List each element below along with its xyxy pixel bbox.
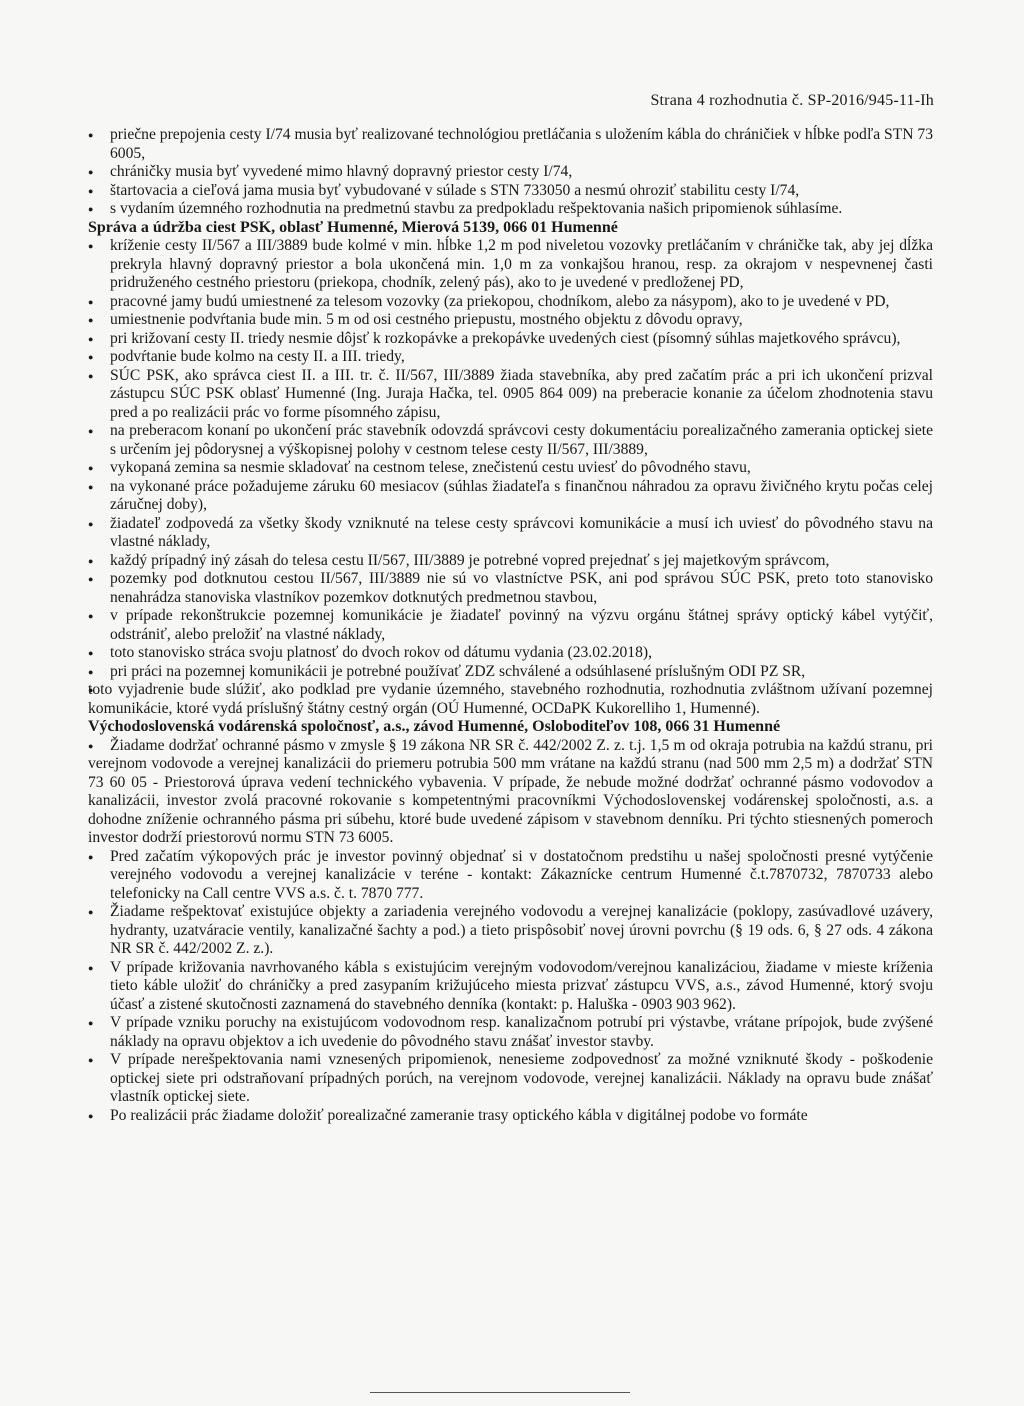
list-item: ● Po realizácii prác žiadame doložiť porealizačné zameranie trasy optického kábla v digitálnej podobe vo formáte	[88, 1107, 933, 1126]
list-item: ● kríženie cesty II/567 a III/3889 bude kolmé v min. hĺbke 1,2 m pod niveletou vozovky pretláčaním v chráničke tak, aby jej dĺžka prekryla hlavný dopravný priestor a bola ukončená min. 1,0 m za vonkajšou hranou, resp. za okrajom v nespevnenej časti pridruženého cestného priestoru (priekopa, chodník, zelený pás), ako to je uvedené v predloženej PD,	[88, 237, 933, 293]
vvs-protection-paragraph: ● Žiadame dodržať ochranné pásmo v zmysle § 19 zákona NR SR č. 442/2002 Z. z. t.j. 1,5 m od okraja potrubia na každú stranu, pri verejnom vodovode a verejnej kanalizácii do priemeru potrubia 500 mm vrátane na každú stranu (nad 500 mm 2,5 m) a dodržať STN 73 60 05 - Priestorová úprava vedení technického vybavenia. V prípade, že nebude možné dodržať ochranné pásmo vodovodov a kanalizácii, investor zvolá pracovné rokovanie s kompetentnými pracovníkmi Východoslovenskej vodárenskej spoločnosti, a.s. a dohodne zníženie ochranného pásma pri súbehu, ktoré bude uvedené zápisom v stavebnom denníku. Pri týchto stiesnených pomeroch investor dodrží priestorovú normu STN 73 6005.	[88, 737, 933, 848]
list-item: ● žiadateľ zodpovedá za všetky škody vzniknuté na telese cesty správcovi komunikácie a musí ich uviesť do pôvodného stavu na vlastné náklady,	[88, 515, 933, 552]
list-item: ● na preberacom konaní po ukončení prác stavebník odovzdá správcovi cesty dokumentáciu porealizačného zamerania optickej siete s určením jej pôdorysnej a výškopisnej polohy v cestnom telese cesty II/567, III/3889,	[88, 422, 933, 459]
list-item: ● toto stanovisko stráca svoju platnosť do dvoch rokov od dátumu vydania (23.02.2018),	[88, 644, 933, 663]
list-item: ● v prípade rekonštrukcie pozemnej komunikácie je žiadateľ povinný na výzvu orgánu štátnej správy optický kábel vytýčiť, odstrániť, alebo preložiť na vlastné náklady,	[88, 607, 933, 644]
spr-conditions-list	[88, 237, 933, 681]
list-item: ● každý prípadný iný zásah do telesa cestu II/567, III/3889 je potrebné vopred prejednať s jej majetkovým správcom,	[88, 552, 933, 571]
list-item: ● štartovacia a cieľová jama musia byť vybudované v súlade s STN 733050 a nesmú ohroziť stabilitu cesty I/74,	[88, 182, 933, 201]
list-item: ● V prípade križovania navrhovaného kábla s existujúcim verejným vodovodom/verejnou kanalizáciou, žiadame v mieste kríženia tieto káble uložiť do chráničky a pred zasypaním križujúceho miesta prizvať zástupcu VVS, a.s., závod Humenné, ktorý svoju účasť a zistené skutočnosti zaznamená do stavebného denníka (kontakt: p. Haluška - 0903 903 962).	[88, 959, 933, 1015]
page-reference: Strana 4 rozhodnutia č. SP-2016/945-11-Ih	[650, 92, 934, 109]
list-item: ● na vykonané práce požadujeme záruku 60 mesiacov (súhlas žiadateľa s finančnou náhradou za opravu živičného krytu počas celej záručnej doby),	[88, 478, 933, 515]
document-body	[88, 126, 933, 1125]
section-heading-vvs: Východoslovenská vodárenská spoločnosť, a.s., závod Humenné, Osloboditeľov 108, 066 31 Humenné	[88, 718, 781, 735]
vvs-conditions-list	[88, 848, 933, 1126]
list-item: ● SÚC PSK, ako správca ciest II. a III. tr. č. II/567, III/3889 žiada stavebníka, aby pred začatím prác a pri ich ukončení prizval zástupcu SÚC PSK oblasť Humenné (Ing. Juraja Hačka, tel. 0905 864 009) na preberacie konanie za účelom zhodnotenia stavu pred a po realizácii prác vo forme písomného zápisu,	[88, 367, 933, 423]
list-item: ● chráničky musia byť vyvedené mimo hlavný dopravný priestor cesty I/74,	[88, 163, 933, 182]
list-item: ● V prípade nerešpektovania nami vznesených pripomienok, nenesieme zodpovednosť za možné vzniknuté škody - poškodenie optickej siete pri odstraňovaní prípadných porúch, na verejnom vodovode, verejnej kanalizácii. Náklady na opravu bude znášať vlastník optickej siete.	[88, 1051, 933, 1107]
list-item: ● s vydaním územného rozhodnutia na predmetnú stavbu za predpokladu rešpektovania našich pripomienok súhlasíme.	[88, 200, 933, 219]
bottom-scan-line	[370, 1392, 630, 1393]
list-item: ● Žiadame rešpektovať existujúce objekty a zariadenia verejného vodovodu a verejnej kanalizácie (poklopy, zasúvadlové uzávery, hydranty, uzatváracie ventily, kanalizačné šachty a pod.) a tieto prispôsobiť novej úrovni povrchu (§ 19 ods. 6, § 27 ods. 4 zákona NR SR č. 442/2002 Z. z.).	[88, 903, 933, 959]
spr-final-paragraph: ● toto vyjadrenie bude slúžiť, ako podklad pre vydanie územného, stavebného rozhodnutia, rozhodnutia zvláštnom užívaní pozemnej komunikácie, ktoré vydá príslušný štátny cestný orgán (OÚ Humenné, OCDaPK Kukorelliho 1, Humenné).	[88, 681, 933, 718]
list-item: ● pozemky pod dotknutou cestou II/567, III/3889 nie sú vo vlastníctve PSK, ani pod správou SÚC PSK, preto toto stanovisko nenahrádza stanoviska vlastníkov pozemkov dotknutých predmetnou stavbou,	[88, 570, 933, 607]
psk-conditions-list	[88, 126, 933, 219]
list-item: ● podvŕtanie bude kolmo na cesty II. a III. triedy,	[88, 348, 933, 367]
list-item: ● pri križovaní cesty II. triedy nesmie dôjsť k rozkopávke a prekopávke uvedených ciest (písomný súhlas majetkového správcu),	[88, 330, 933, 349]
list-item: ● vykopaná zemina sa nesmie skladovať na cestnom telese, znečistenú cestu uviesť do pôvodného stavu,	[88, 459, 933, 478]
list-item: ● umiestnenie podvŕtania bude min. 5 m od osi cestného priepustu, mostného objektu z dôvodu opravy,	[88, 311, 933, 330]
list-item: ● pracovné jamy budú umiestnené za telesom vozovky (za priekopou, chodníkom, alebo za násypom), ako to je uvedené v PD,	[88, 293, 933, 312]
list-item: ● pri práci na pozemnej komunikácii je potrebné používať ZDZ schválené a odsúhlasené príslušným ODI PZ SR,	[88, 663, 933, 682]
list-item: ● priečne prepojenia cesty I/74 musia byť realizované technológiou pretláčania s uložením kábla do chráničiek v hĺbke podľa STN 73 6005,	[88, 126, 933, 163]
list-item: ● V prípade vzniku poruchy na existujúcom vodovodnom resp. kanalizačnom potrubí pri výstavbe, vrátane prípojok, bude zvýšené náklady na opravu objektov a ich uvedenie do pôvodného stavu znášať investor stavby.	[88, 1014, 933, 1051]
list-item: ● Pred začatím výkopových prác je investor povinný objednať si v dostatočnom predstihu u našej spoločnosti presné vytýčenie verejného vodovodu a verejnej kanalizácie v teréne - kontakt: Zákaznícke centrum Humenné č.t.7870732, 7870733 alebo telefonicky na Call centre VVS a.s. č. t. 7870 777.	[88, 848, 933, 904]
section-heading-spr: Správa a údržba ciest PSK, oblasť Humenné, Mierová 5139, 066 01 Humenné	[88, 218, 618, 236]
